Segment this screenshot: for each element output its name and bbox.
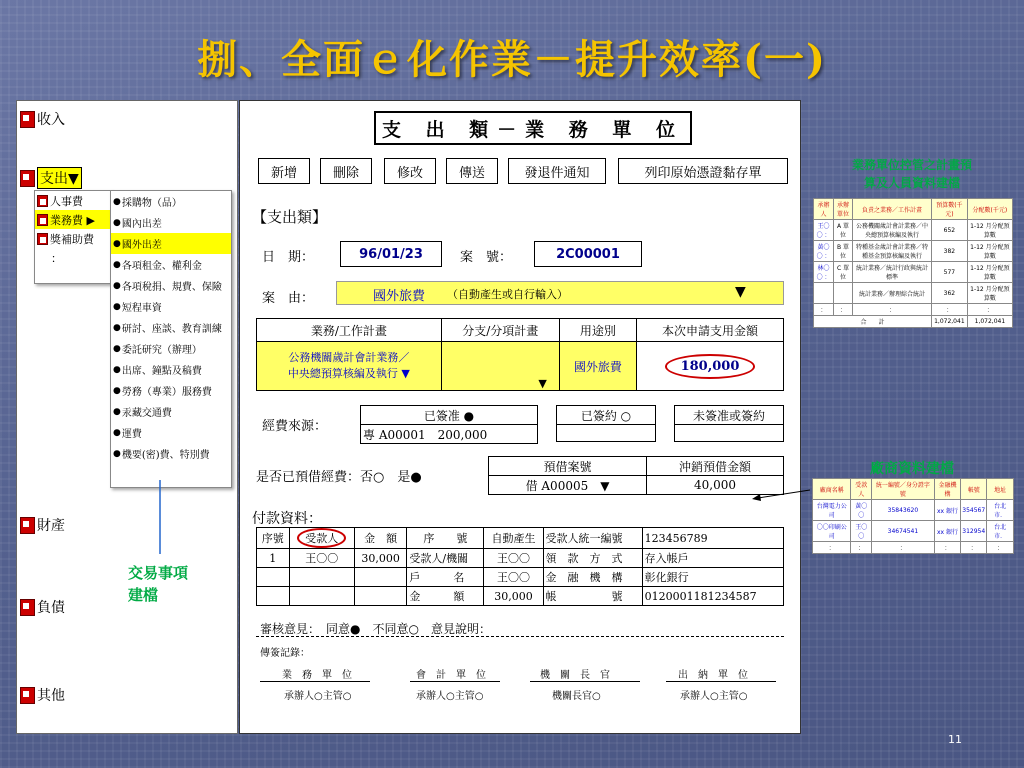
table-cell: 金 融 機 構: [543, 568, 642, 587]
print-voucher-button[interactable]: 列印原始憑證黏存單: [618, 158, 788, 184]
approved-row: 專 A00001 200,000: [361, 425, 538, 444]
date-label: 日 期：: [262, 250, 315, 265]
sign-role: 業 務 單 位: [282, 670, 352, 681]
expense-item[interactable]: ● 各項租金、權利金: [111, 254, 231, 275]
table-cell[interactable]: 30,000: [354, 549, 407, 568]
table-cell: 台灣電力公司: [813, 500, 851, 521]
signed-row: [557, 425, 656, 442]
delete-button[interactable]: 刪除: [320, 158, 372, 184]
table-cell: 123456789: [642, 528, 783, 549]
table-header: 負責之業務／工作計畫: [853, 199, 932, 220]
review-opinion[interactable]: 審核意見： 同意● 不同意○ 意見說明：: [260, 622, 491, 636]
folder-icon: [20, 170, 35, 187]
unsigned-table: [674, 405, 784, 442]
amount-cell[interactable]: [636, 342, 783, 391]
edit-button[interactable]: 修改: [384, 158, 436, 184]
chevron-down-icon[interactable]: ▼: [735, 284, 746, 300]
submenu-label: 業務費 ▶: [50, 213, 95, 227]
vendor-panel-caption: 廠商資料建檔: [870, 461, 954, 477]
expense-item[interactable]: ● 短程車資: [111, 296, 231, 317]
table-cell: 王〇〇 ：: [814, 220, 834, 241]
folder-icon: [20, 111, 35, 128]
table-cell: 1: [257, 549, 290, 568]
sign-status[interactable]: 承辦人○主管○: [680, 691, 748, 702]
table-cell: [289, 587, 354, 606]
divider: [530, 681, 640, 682]
funding-label: 經費來源：: [262, 419, 328, 434]
table-header: 本次申請支用金額: [636, 319, 783, 342]
table-header: 地址: [987, 479, 1014, 500]
table-cell: 王〇〇: [484, 568, 543, 587]
table-cell: ：: [813, 542, 851, 554]
table-cell: 台北市．: [987, 521, 1014, 542]
section-label: 【支出類】: [252, 208, 328, 226]
unsigned-row: [675, 425, 784, 442]
table-cell: ：: [987, 542, 1014, 554]
table-header: 序號: [257, 528, 290, 549]
table-cell: ：: [967, 304, 1012, 316]
plan-line: 公務機關歲計會計業務／: [288, 351, 410, 364]
approved-table: [360, 405, 538, 444]
table-header: 自動產生: [484, 528, 543, 549]
expense-item-selected[interactable]: ● 國外出差: [111, 233, 231, 254]
divider: [256, 636, 784, 637]
sign-status[interactable]: 機關長官○: [552, 691, 601, 702]
usage-cell[interactable]: 國外旅費: [559, 342, 636, 391]
table-cell: 382: [931, 241, 967, 262]
signed-option[interactable]: 已簽約 ○: [557, 406, 656, 425]
divider: [260, 681, 370, 682]
add-button[interactable]: 新增: [258, 158, 310, 184]
prepaid-table: [488, 456, 784, 495]
table-cell: 存入帳戶: [642, 549, 783, 568]
folder-icon: [37, 233, 48, 245]
tree-node-other[interactable]: [20, 685, 65, 705]
expense-item[interactable]: ● 國內出差: [111, 212, 231, 233]
expense-item[interactable]: ● 勞務（專業）服務費: [111, 380, 231, 401]
return-notice-button[interactable]: 發退件通知: [508, 158, 606, 184]
table-cell: 1,072,041: [967, 316, 1012, 328]
expense-item[interactable]: ● 採購物（品）: [111, 191, 231, 212]
submenu-more: ：: [51, 251, 62, 265]
subplan-cell[interactable]: [441, 342, 559, 391]
table-cell: 黃〇〇: [851, 500, 872, 521]
table-cell: 統計業務／統計行政與統計標準: [853, 262, 932, 283]
table-cell: ：: [872, 542, 934, 554]
prepaid-pointer-arrow: [750, 486, 812, 504]
sign-role: 會 計 單 位: [416, 670, 486, 681]
plan-line: 中央總預算核編及執行 ▼: [287, 367, 410, 380]
signed-table: [556, 405, 656, 442]
table-cell: 王〇〇: [484, 549, 543, 568]
tree-node-expense[interactable]: [20, 167, 82, 189]
sign-role: 機 關 長 官: [540, 670, 610, 681]
table-header: 分配數(千元): [967, 199, 1012, 220]
table-cell: 1-12 月分配預算數: [967, 262, 1012, 283]
reason-value: 國外旅費: [373, 289, 426, 304]
table-cell: C 單位: [834, 262, 853, 283]
table-header: 業務/工作計畫: [257, 319, 442, 342]
table-header: 預算數(千元): [931, 199, 967, 220]
table-cell: 354567: [961, 500, 987, 521]
table-cell: [257, 587, 290, 606]
folder-icon: [37, 195, 48, 207]
table-cell: ：: [934, 542, 961, 554]
table-header: 承辦單位: [834, 199, 853, 220]
table-cell: 1,072,041: [931, 316, 967, 328]
table-cell: 黃〇〇 ：: [814, 241, 834, 262]
prepaid-amount: 40,000: [647, 476, 784, 495]
case-number-label: 案 號：: [460, 250, 513, 265]
tree-node-label: 財產: [37, 518, 65, 534]
expense-item-label: 短程車資: [121, 303, 162, 314]
table-cell: 577: [931, 262, 967, 283]
tree-node-label: 收入: [37, 112, 65, 128]
table-cell: A 單位: [834, 220, 853, 241]
table-cell: 30,000: [484, 587, 543, 606]
table-cell: 34674541: [872, 521, 934, 542]
table-cell: 王〇〇: [851, 521, 872, 542]
table-header: 金融機構: [934, 479, 961, 500]
table-header: 用途別: [559, 319, 636, 342]
prepaid-case-select[interactable]: 借 A00005 ▼: [489, 476, 647, 495]
folder-icon: [37, 214, 48, 226]
table-header: 廠商名稱: [813, 479, 851, 500]
table-header: 序 號: [407, 528, 484, 549]
table-cell: ：: [814, 304, 834, 316]
payment-table: [256, 527, 784, 606]
caption-pointer-line: [150, 478, 170, 556]
chevron-down-icon: ▼: [538, 377, 547, 390]
sign-record-label: 傳簽記錄：: [260, 648, 310, 659]
table-header: 沖銷預借金額: [647, 457, 784, 476]
vendor-panel-table: [812, 478, 1014, 554]
table-cell: 1-12 月分配預算數: [967, 241, 1012, 262]
tree-node-liability[interactable]: [20, 597, 65, 617]
reason-label: 案 由：: [262, 291, 315, 306]
expense-item-label: 國外出差: [121, 240, 162, 251]
expense-item-label: 機要(密)費、特別費: [121, 450, 210, 461]
submenu-label: 人事費: [50, 194, 83, 208]
table-cell: 312954: [961, 521, 987, 542]
table-header: 受款人: [851, 479, 872, 500]
expense-item-label: 國內出差: [121, 219, 162, 230]
plan-panel-table: [813, 198, 1013, 328]
expense-item-label: 勞務（專業）服務費: [121, 387, 212, 398]
prepaid-question[interactable]: 是否已預借經費：否○ 是●: [256, 470, 422, 485]
plan-cell[interactable]: [257, 342, 442, 391]
form-title: 支 出 類－業 務 單 位: [374, 111, 692, 145]
sign-status[interactable]: 承辦人○主管○: [416, 691, 484, 702]
table-cell: 統計業務／辦理綜合統計: [853, 283, 932, 304]
expense-item[interactable]: ● 機要(密)費、特別費: [111, 443, 231, 464]
table-cell: ：: [961, 542, 987, 554]
table-header: [289, 528, 354, 549]
unsigned-option[interactable]: 未簽准或簽約: [675, 406, 784, 425]
expense-item-label: 運費: [121, 429, 142, 440]
expense-item-label: 各項租金、權利金: [121, 261, 202, 272]
table-cell: [257, 568, 290, 587]
transaction-caption: [128, 562, 188, 606]
plan-panel-caption: [812, 156, 1012, 192]
sign-status[interactable]: 承辦人○主管○: [284, 691, 352, 702]
table-cell: B 單位: [834, 241, 853, 262]
page-number: 11: [948, 733, 962, 746]
tree-node-property[interactable]: [20, 515, 65, 535]
expense-item-label: 各項稅捐、規費、保險: [121, 282, 222, 293]
tree-node-label: 負債: [37, 600, 65, 616]
table-cell: ：: [834, 304, 853, 316]
reason-field[interactable]: [336, 281, 784, 305]
expense-item-label: 汞藏交通費: [121, 408, 172, 419]
folder-icon: [20, 599, 35, 616]
submenu-item-business[interactable]: [35, 210, 111, 229]
table-header: 受款人統一編號: [543, 528, 642, 549]
table-cell: [289, 568, 354, 587]
table-cell: 合 計: [814, 316, 932, 328]
table-cell: 帳 號: [543, 587, 642, 606]
table-header: 分支/分項計畫: [441, 319, 559, 342]
table-cell: 〇〇印刷公司: [813, 521, 851, 542]
expense-item[interactable]: ● 各項稅捐、規費、保險: [111, 275, 231, 296]
table-cell: 35843620: [872, 500, 934, 521]
expense-item-label: 出席、鐘點及稿費: [121, 366, 202, 377]
caption-line: 業務單位控管之計畫預: [851, 158, 972, 172]
table-header: 帳號: [961, 479, 987, 500]
amount-value: 180,000: [665, 354, 756, 379]
table-cell: 特種基金歲計會計業務／特種基金預算核編及執行: [853, 241, 932, 262]
reason-note: （自動產生或自行輸入）: [447, 288, 568, 301]
table-cell: ：: [931, 304, 967, 316]
table-cell: 領 款 方 式: [543, 549, 642, 568]
table-cell[interactable]: 王〇〇: [289, 549, 354, 568]
divider: [666, 681, 776, 682]
folder-icon: [20, 687, 35, 704]
table-header: 金 額: [354, 528, 407, 549]
caption-line: 建檔: [128, 586, 159, 604]
folder-icon: [20, 517, 35, 534]
table-cell: 1-12 月分配預算數: [967, 220, 1012, 241]
table-cell: 金 額: [407, 587, 484, 606]
expense-item[interactable]: ● 汞藏交通費: [111, 401, 231, 422]
tree-node-label: 其他: [37, 688, 65, 704]
table-header: 承辦人: [814, 199, 834, 220]
expense-item[interactable]: ● 出席、鐘點及稿費: [111, 359, 231, 380]
table-cell: 0120001181234587: [642, 587, 783, 606]
expense-item[interactable]: ● 研討、座談、教育訓練: [111, 317, 231, 338]
table-cell: xx 銀行: [934, 500, 961, 521]
submenu-label: 獎補助費: [50, 232, 94, 246]
plan-table: [256, 318, 784, 391]
payment-label: 付款資料：: [252, 511, 322, 527]
table-cell: [834, 283, 853, 304]
slide-title: 捌、全面ｅ化作業－提升效率(一): [197, 36, 827, 83]
send-button[interactable]: 傳送: [446, 158, 498, 184]
table-cell: 362: [931, 283, 967, 304]
case-number-field[interactable]: 2C00001: [534, 241, 642, 267]
table-header: 統一編號／身分證字號: [872, 479, 934, 500]
caption-line: 交易事項: [128, 564, 189, 582]
sign-role: 出 納 單 位: [678, 670, 748, 681]
approved-option[interactable]: 已簽准 ●: [361, 406, 538, 425]
submenu-item-personnel[interactable]: [35, 191, 111, 210]
expense-item[interactable]: ● 運費: [111, 422, 231, 443]
caption-line: 算及人員資料建檔: [863, 176, 960, 190]
table-cell: 彰化銀行: [642, 568, 783, 587]
payee-header: 受款人: [297, 528, 346, 548]
table-cell: 1-12 月分配預算數: [967, 283, 1012, 304]
tree-node-income[interactable]: [20, 109, 65, 129]
expense-item-label: 委託研究（辦理）: [121, 345, 202, 356]
table-cell: 台北市．: [987, 500, 1014, 521]
table-cell: 戶 名: [407, 568, 484, 587]
table-cell: [814, 283, 834, 304]
table-cell: 林〇〇 ：: [814, 262, 834, 283]
tree-node-label: 支出▼: [37, 167, 82, 189]
expense-item-list: [110, 190, 232, 488]
table-cell: xx 銀行: [934, 521, 961, 542]
submenu-item-subsidy[interactable]: [35, 229, 111, 248]
table-cell: [354, 587, 407, 606]
expense-item-label: 採購物（品）: [121, 198, 182, 209]
table-cell: 受款人/機關: [407, 549, 484, 568]
expense-item[interactable]: ● 委託研究（辦理）: [111, 338, 231, 359]
divider: [410, 681, 500, 682]
table-cell: ：: [853, 304, 932, 316]
table-cell: 公務機關歲計會計業務／中央總預算核編及執行: [853, 220, 932, 241]
expense-item-label: 研討、座談、教育訓練: [121, 324, 222, 335]
table-header: 預借案號: [489, 457, 647, 476]
table-cell: ：: [851, 542, 872, 554]
expense-submenu: [34, 190, 112, 284]
table-cell: 652: [931, 220, 967, 241]
date-field[interactable]: 96/01/23: [340, 241, 442, 267]
table-cell: [354, 568, 407, 587]
